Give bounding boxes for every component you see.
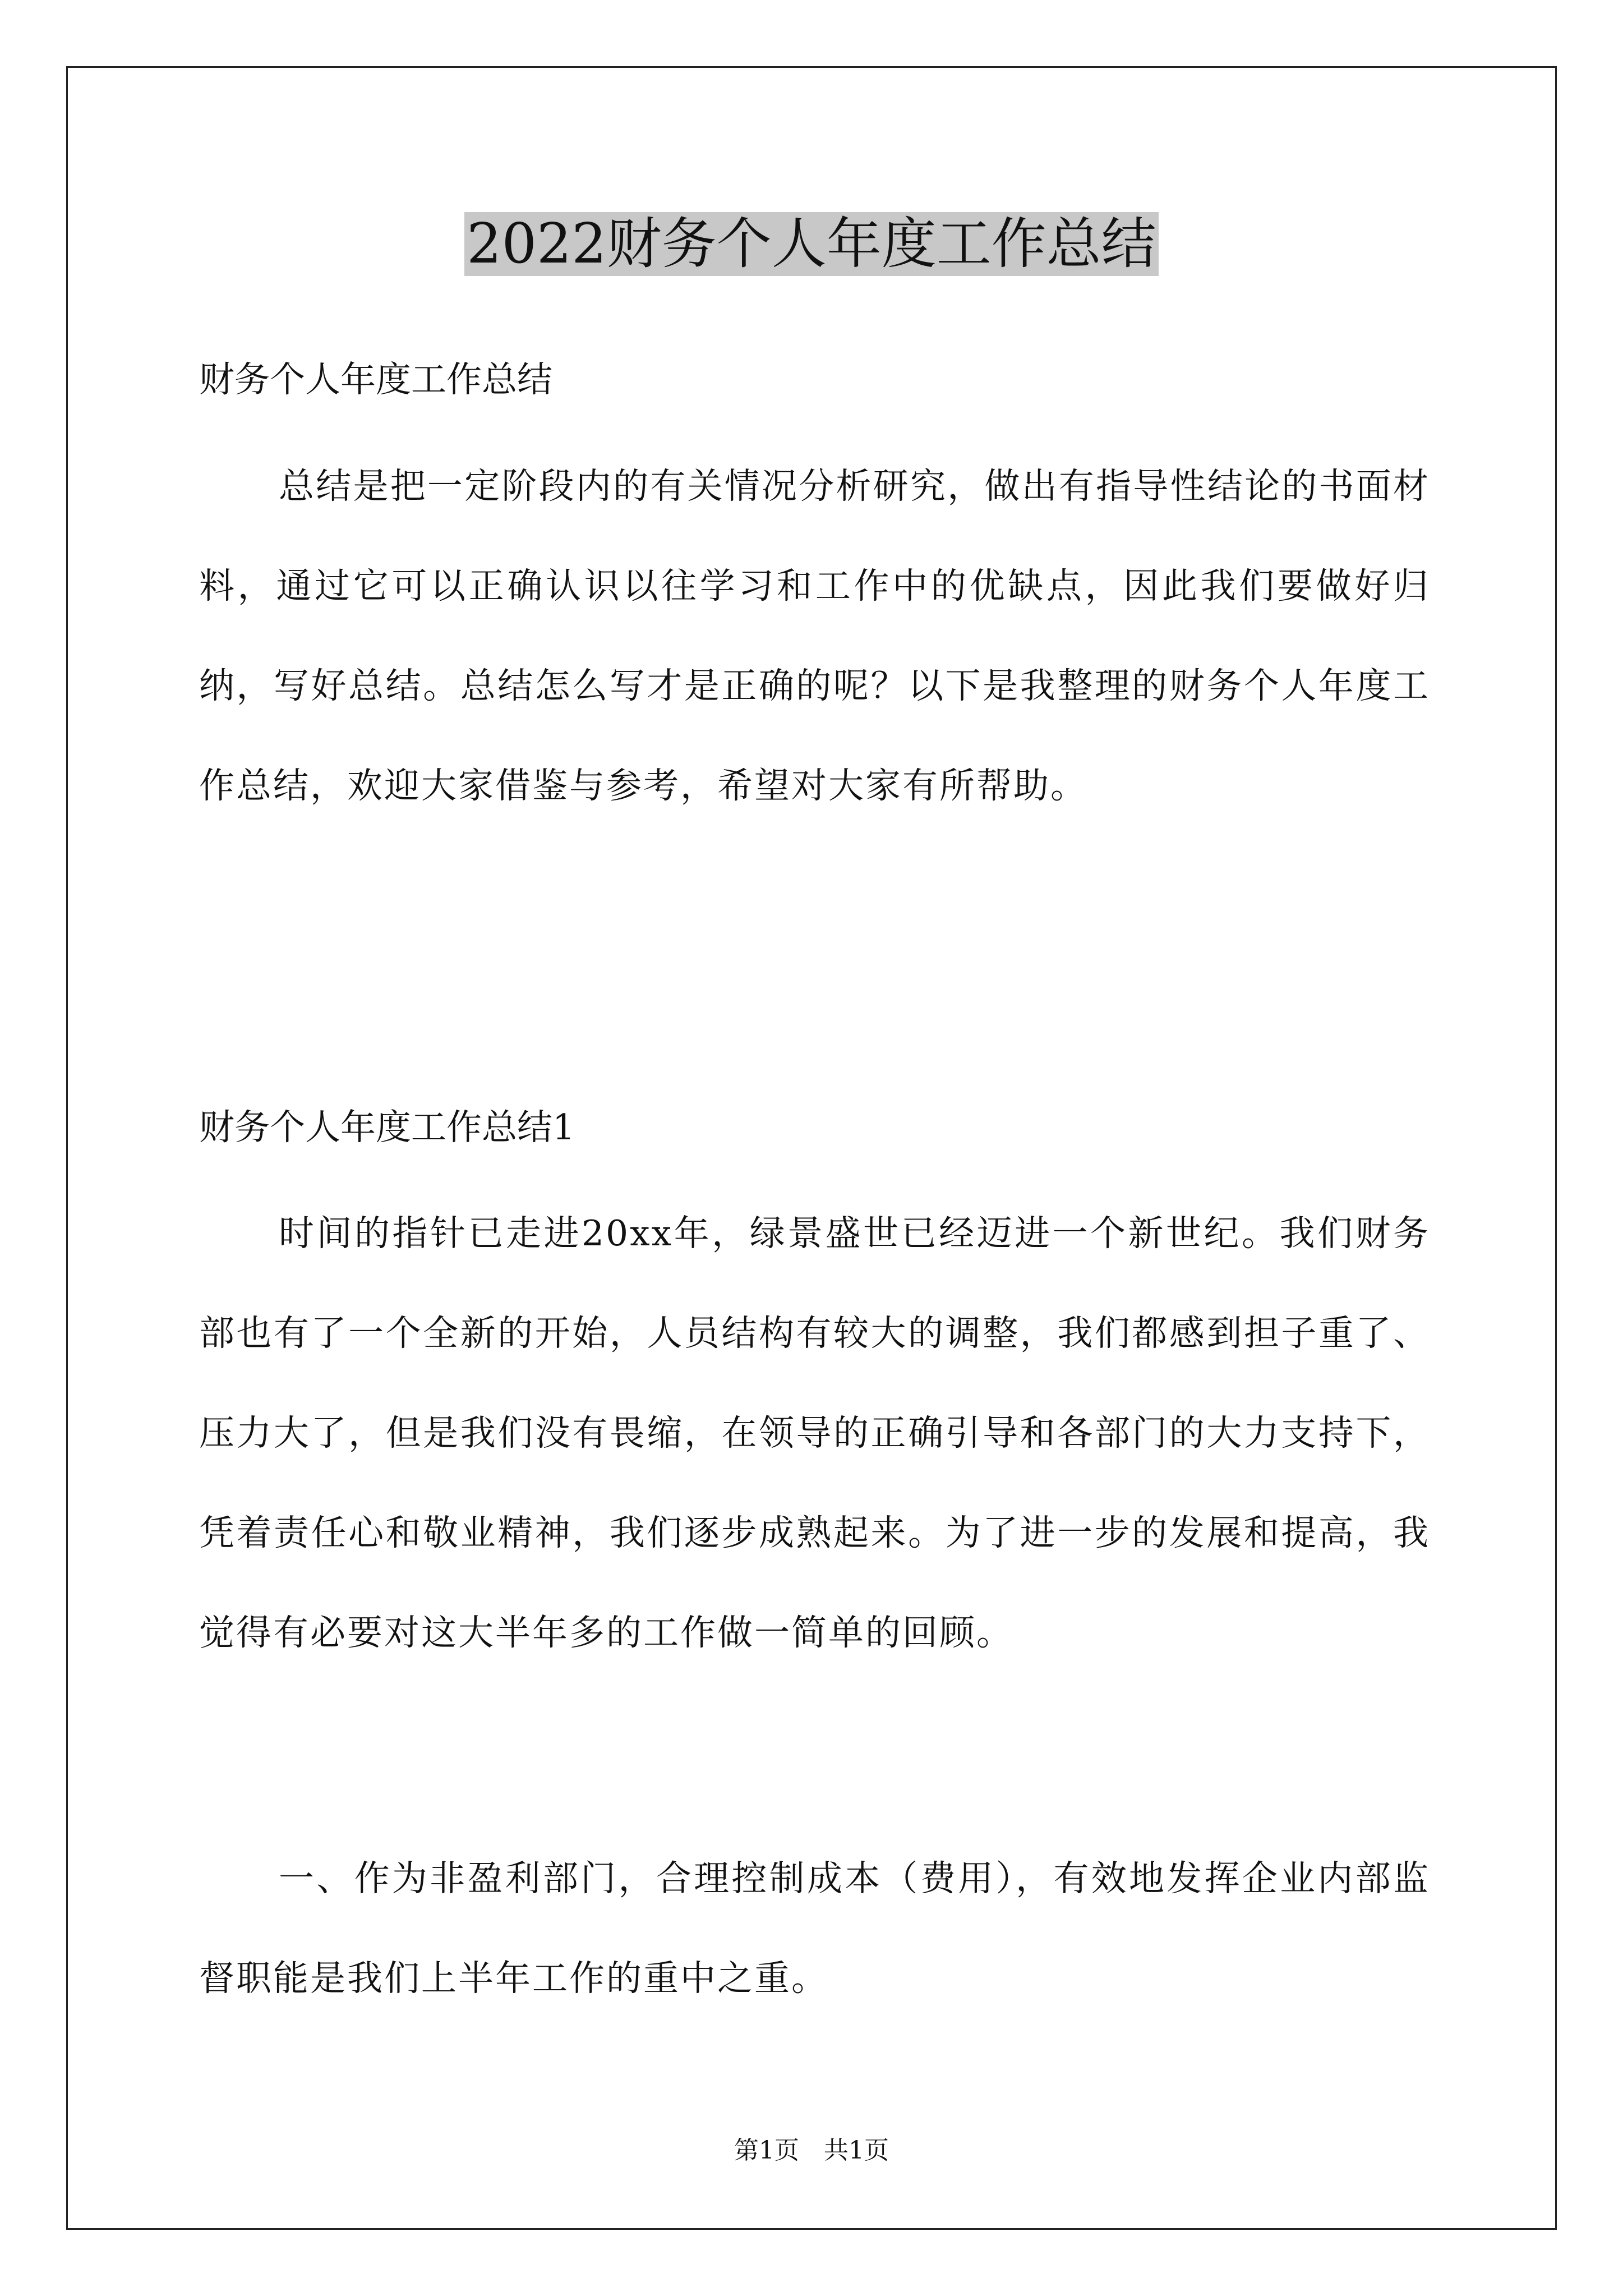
document-title-text: 2022财务个人年度工作总结: [464, 212, 1158, 276]
document-title: [0, 208, 1623, 280]
document-subtitle: 财务个人年度工作总结: [199, 359, 552, 400]
section-paragraph-2: 一、作为非盈利部门，合理控制成本（费用），有效地发挥企业内部监督职能是我们上半年工作的重中之重。: [199, 1858, 1430, 1999]
page-footer: 第1页 共1页: [734, 2136, 889, 2165]
section-paragraph-1: 时间的指针已走进20xx年，绿景盛世已经迈进一个新世纪。我们财务部也有了一个全新的开始，人员结构有较大的调整，我们都感到担子重了、压力大了，但是我们没有畏缩，在领导的正确引导和各部门的大力支持下，凭着责任心和敬业精神，我们逐步成熟起来。为了进一步的发展和提高，我觉得有必要对这大半年多的工作做一简单的回顾。: [199, 1213, 1430, 1653]
intro-paragraph: 总结是把一定阶段内的有关情况分析研究，做出有指导性结论的书面材料，通过它可以正确认识以往学习和工作中的优缺点，因此我们要做好归纳，写好总结。总结怎么写才是正确的呢？以下是我整理的财务个人年度工作总结，欢迎大家借鉴与参考，希望对大家有所帮助。: [199, 466, 1430, 806]
section-heading: 财务个人年度工作总结1: [199, 1107, 575, 1148]
